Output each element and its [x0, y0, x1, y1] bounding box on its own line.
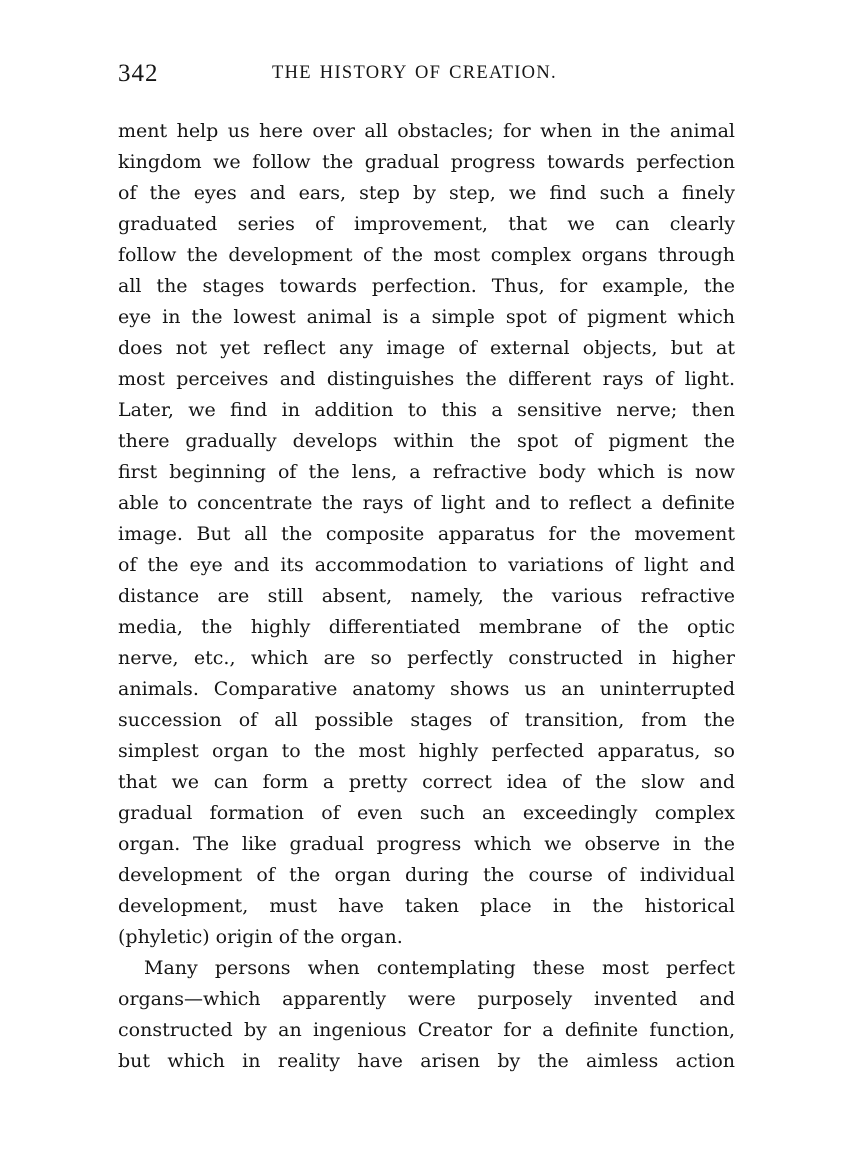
text-line: organs—which apparently were purposely invented and [118, 988, 735, 1010]
text-line: ment help us here over all obstacles; for when in the animal [118, 120, 735, 142]
text-line: distance are still absent, namely, the various refractive [118, 585, 735, 607]
text-line: graduated series of improvement, that we can clearly [118, 213, 735, 235]
text-line: image. But all the composite apparatus for the movement [118, 523, 735, 545]
page-number: 342 [118, 60, 159, 87]
running-head [118, 60, 735, 90]
running-title: THE HISTORY OF CREATION. [272, 63, 557, 83]
text-line: animals. Comparative anatomy shows us an uninterrupted [118, 678, 735, 700]
text-line: but which in reality have arisen by the aimless action [118, 1050, 735, 1072]
text-line: (phyletic) origin of the organ. [118, 926, 403, 948]
text-line: of the eyes and ears, step by step, we find such a finely [118, 182, 735, 204]
text-line: eye in the lowest animal is a simple spot of pigment which [118, 306, 735, 328]
text-line: Many persons when contemplating these most perfect [144, 957, 735, 979]
text-line: first beginning of the lens, a refractive body which is now [118, 461, 735, 483]
text-line: media, the highly differentiated membrane of the optic [118, 616, 735, 638]
text-line: development, must have taken place in the historical [118, 895, 735, 917]
text-line: development of the organ during the course of individual [118, 864, 735, 886]
paragraph-2 [118, 953, 735, 1077]
paragraph-1 [118, 116, 735, 953]
text-line: all the stages towards perfection. Thus, for example, the [118, 275, 735, 297]
text-line: constructed by an ingenious Creator for a definite function, [118, 1019, 735, 1041]
text-line: that we can form a pretty correct idea of the slow and [118, 771, 735, 793]
body-text [118, 116, 735, 1077]
text-line: able to concentrate the rays of light and to reflect a definite [118, 492, 735, 514]
text-line: succession of all possible stages of transition, from the [118, 709, 735, 731]
text-line: there gradually develops within the spot of pigment the [118, 430, 735, 452]
text-line: follow the development of the most complex organs through [118, 244, 735, 266]
text-line: kingdom we follow the gradual progress towards perfection [118, 151, 735, 173]
text-line: does not yet reflect any image of external objects, but at [118, 337, 735, 359]
text-line: gradual formation of even such an exceedingly complex [118, 802, 735, 824]
text-line: Later, we find in addition to this a sensitive nerve; then [118, 399, 735, 421]
text-line: nerve, etc., which are so perfectly constructed in higher [118, 647, 735, 669]
text-line: organ. The like gradual progress which we observe in the [118, 833, 735, 855]
text-line: simplest organ to the most highly perfected apparatus, so [118, 740, 735, 762]
text-line: of the eye and its accommodation to variations of light and [118, 554, 735, 576]
text-line: most perceives and distinguishes the different rays of light. [118, 368, 735, 390]
